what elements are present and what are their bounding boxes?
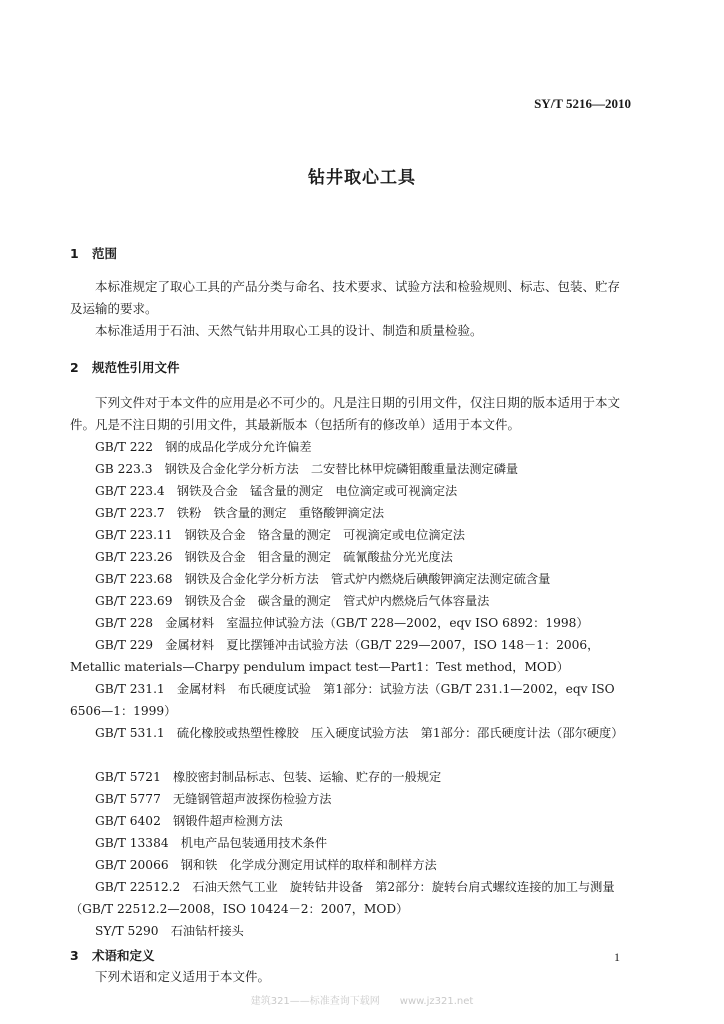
reference-code: SY/T 5290 (95, 924, 159, 938)
reference-code: GB/T 20066 (95, 858, 169, 872)
scope-paragraph-2 (70, 320, 632, 342)
reference-item (70, 920, 632, 942)
terms-intro (70, 966, 632, 988)
document-title: 钻井取心工具 (308, 168, 416, 188)
reference-item (70, 766, 632, 788)
reference-item (70, 612, 632, 634)
reference-item (70, 458, 632, 480)
reference-item (70, 810, 632, 832)
reference-title: 钢铁及合金 碳含量的测定 管式炉内燃烧后气体容量法 (184, 594, 490, 608)
reference-code: GB/T 5721 (95, 770, 161, 784)
reference-item (70, 634, 632, 678)
reference-title: 钢锻件超声检测方法 (173, 814, 283, 828)
watermark-footer: 建筑321——标准查询下载网 www.jz321.net (250, 996, 474, 1007)
reference-title: 金属材料 布氏硬度试验 第1部分：试验方法（GB/T 231.1—2002，eqv ISO 6506—1：1999） (70, 682, 615, 718)
section-number: 1 (70, 246, 79, 261)
standard-code: SY/T 5216—2010 (534, 96, 631, 111)
reference-item (70, 678, 632, 722)
section-number: 2 (70, 360, 79, 375)
section-heading-scope (70, 244, 117, 262)
reference-code: GB/T 22512.2 (95, 880, 181, 894)
reference-code: GB/T 5777 (95, 792, 161, 806)
reference-code: GB/T 223.69 (95, 594, 173, 608)
terms-intro-text: 下列术语和定义适用于本文件。 (95, 969, 271, 984)
reference-title: 石油天然气工业 旋转钻井设备 第2部分：旋转台肩式螺纹连接的加工与测量（GB/T 22512.2—2008，ISO 10424－2：2007，MOD） (70, 880, 615, 916)
reference-title: 钢和铁 化学成分测定用试样的取样和制样方法 (180, 858, 437, 872)
reference-title: 硫化橡胶或热塑性橡胶 压入硬度试验方法 第1部分：邵氏硬度计法（邵尔硬度） (176, 726, 624, 740)
section-number: 3 (70, 948, 79, 963)
reference-title: 金属材料 夏比摆锤冲击试验方法（GB/T 229—2007，ISO 148－1：2006，Metallic materials—Charpy pendulum impact test—Part1：Test method，MOD） (70, 638, 600, 674)
reference-item (70, 546, 632, 568)
reference-title: 钢铁及合金 锰含量的测定 电位滴定或可视滴定法 (176, 484, 458, 498)
reference-item (70, 590, 632, 612)
reference-item (70, 832, 632, 854)
reference-item (70, 524, 632, 546)
reference-title: 金属材料 室温拉伸试验方法（GB/T 228—2002，eqv ISO 6892：1998） (165, 616, 589, 630)
reference-code: GB/T 222 (95, 440, 154, 454)
reference-code: GB/T 223.68 (95, 572, 173, 586)
reference-code: GB/T 6402 (95, 814, 161, 828)
reference-item (70, 876, 632, 920)
reference-title: 钢铁及合金 钼含量的测定 硫氰酸盐分光光度法 (184, 550, 453, 564)
section-title: 术语和定义 (92, 948, 155, 963)
section-heading-normative-references (70, 358, 180, 376)
reference-item (70, 502, 632, 524)
reference-title: 钢铁及合金化学分析方法 二安替比林甲烷磷钼酸重量法测定磷量 (164, 462, 519, 476)
scope-paragraph-1 (70, 276, 632, 320)
reference-title: 无缝钢管超声波探伤检验方法 (173, 792, 332, 806)
reference-code: GB/T 223.11 (95, 528, 173, 542)
page-number: 1 (614, 950, 620, 964)
section-title: 规范性引用文件 (92, 360, 180, 375)
reference-code: GB/T 223.26 (95, 550, 173, 564)
normative-intro-text: 下列文件对于本文件的应用是必不可少的。凡是注日期的引用文件，仅注日期的版本适用于本文件。凡是不注日期的引用文件，其最新版本（包括所有的修改单）适用于本文件。 (70, 395, 621, 432)
scope-text-1: 本标准规定了取心工具的产品分类与命名、技术要求、试验方法和检验规则、标志、包装、贮存及运输的要求。 (70, 279, 621, 316)
reference-item (70, 568, 632, 590)
reference-code: GB/T 223.7 (95, 506, 165, 520)
reference-title: 钢铁及合金 铬含量的测定 可视滴定或电位滴定法 (184, 528, 465, 542)
reference-item (70, 788, 632, 810)
reference-code: GB/T 223.4 (95, 484, 165, 498)
reference-code: GB/T 228 (95, 616, 154, 630)
reference-title: 橡胶密封制品标志、包装、运输、贮存的一般规定 (173, 770, 442, 784)
reference-title: 机电产品包装通用技术条件 (180, 836, 328, 850)
reference-code: GB 223.3 (95, 462, 153, 476)
reference-code: GB/T 229 (95, 638, 154, 652)
reference-title: 钢的成品化学成分允许偏差 (165, 440, 312, 454)
reference-code: GB/T 231.1 (95, 682, 165, 696)
scope-text-2: 本标准适用于石油、天然气钻井用取心工具的设计、制造和质量检验。 (95, 323, 483, 338)
reference-title: 钢铁及合金化学分析方法 管式炉内燃烧后碘酸钾滴定法测定硫含量 (184, 572, 551, 586)
reference-item (70, 722, 632, 744)
reference-title: 石油钻杆接头 (170, 924, 244, 938)
normative-intro (70, 392, 632, 436)
reference-item (70, 854, 632, 876)
reference-title: 铁粉 铁含量的测定 重铬酸钾滴定法 (176, 506, 385, 520)
section-title: 范围 (92, 246, 118, 261)
section-heading-terms (70, 946, 155, 964)
reference-code: GB/T 13384 (95, 836, 169, 850)
reference-item (70, 480, 632, 502)
reference-item (70, 436, 632, 458)
reference-code: GB/T 531.1 (95, 726, 165, 740)
